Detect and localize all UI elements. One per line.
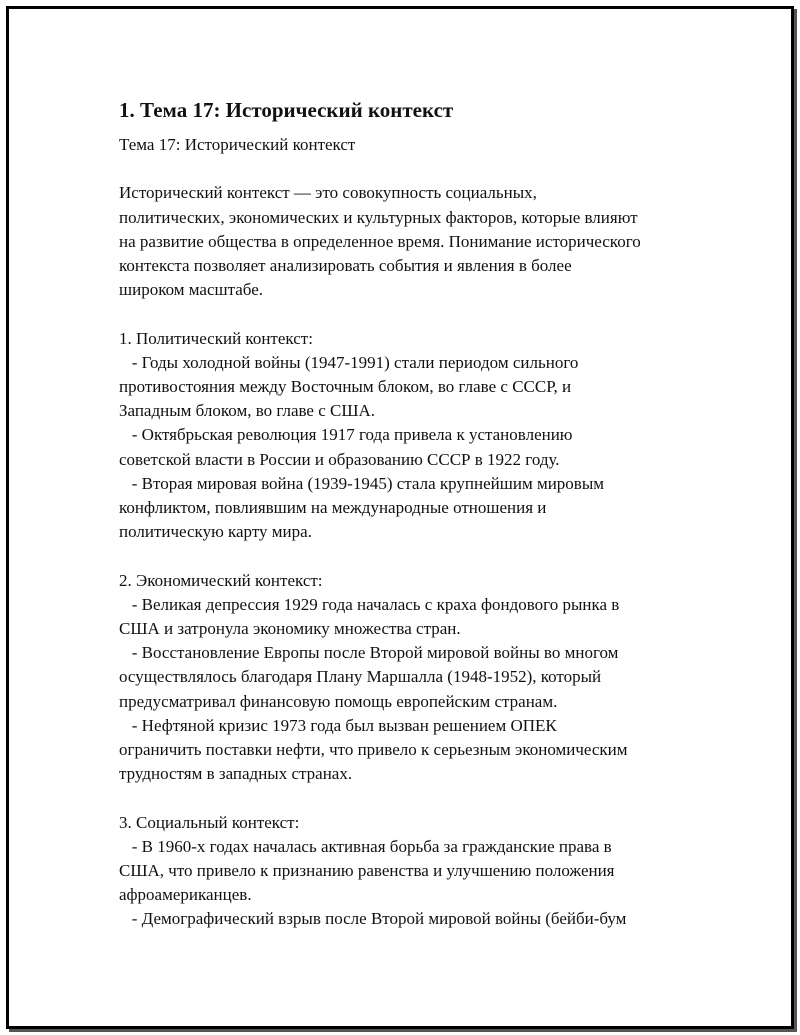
text-line: ограничить поставки нефти, что привело к серьезным экономическим	[119, 740, 628, 760]
text-line: - Нефтяной кризис 1973 года был вызван решением ОПЕК	[119, 715, 557, 735]
text-line: контекста позволяет анализировать события и явления в более	[119, 256, 572, 275]
text-lines	[119, 133, 709, 932]
text-line	[119, 786, 709, 810]
text-line: осуществлялось благодаря Плану Маршалла (1948-1952), который	[119, 667, 602, 687]
text-line: Тема 17: Исторический контекст	[119, 135, 356, 154]
text-line: афроамериканцев.	[119, 885, 252, 905]
document-body	[119, 97, 709, 932]
text-line: 3. Социальный контекст:	[119, 812, 300, 832]
text-line: США и затронула экономику множества стран.	[119, 619, 461, 639]
text-line: - Октябрьская революция 1917 года привела к установлению	[119, 425, 573, 445]
text-line: конфликтом, повлиявшим на международные отношения и	[119, 498, 547, 518]
text-line: - Демографический взрыв после Второй мировой войны (бейби-бум	[119, 909, 627, 929]
text-line	[119, 302, 709, 326]
page-frame	[6, 6, 794, 1029]
text-line: - Вторая мировая война (1939-1945) стала крупнейшим мировым	[119, 473, 605, 493]
text-line: - Годы холодной войны (1947-1991) стали периодом сильного	[119, 352, 579, 372]
text-line: - В 1960-х годах началась активная борьба за гражданские права в	[119, 836, 612, 856]
text-line: Западным блоком, во главе с США.	[119, 401, 376, 421]
text-line: США, что привело к признанию равенства и улучшению положения	[119, 861, 615, 881]
text-line: 1. Политический контекст:	[119, 328, 313, 348]
text-line: трудностям в западных странах.	[119, 764, 353, 784]
section-heading: 1. Тема 17: Исторический контекст	[119, 98, 454, 122]
text-line: политическую карту мира.	[119, 522, 312, 542]
text-line: противостояния между Восточным блоком, во главе с СССР, и	[119, 377, 572, 396]
text-line: Исторический контекст — это совокупность социальных,	[119, 183, 537, 203]
text-line	[119, 544, 709, 568]
text-line: 2. Экономический контекст:	[119, 570, 323, 590]
text-line: советской власти в России и образованию СССР в 1922 году.	[119, 449, 560, 469]
text-line: широком масштабе.	[119, 280, 263, 300]
text-line: - Восстановление Европы после Второй мировой войны во многом	[119, 643, 619, 663]
text-line: предусматривал финансовую помощь европейским странам.	[119, 691, 558, 711]
text-line	[119, 157, 709, 181]
text-line: - Великая депрессия 1929 года началась с краха фондового рынка в	[119, 594, 620, 614]
text-line: политических, экономических и культурных факторов, которые влияют	[119, 207, 638, 227]
text-line: на развитие общества в определенное время. Понимание исторического	[119, 231, 641, 251]
